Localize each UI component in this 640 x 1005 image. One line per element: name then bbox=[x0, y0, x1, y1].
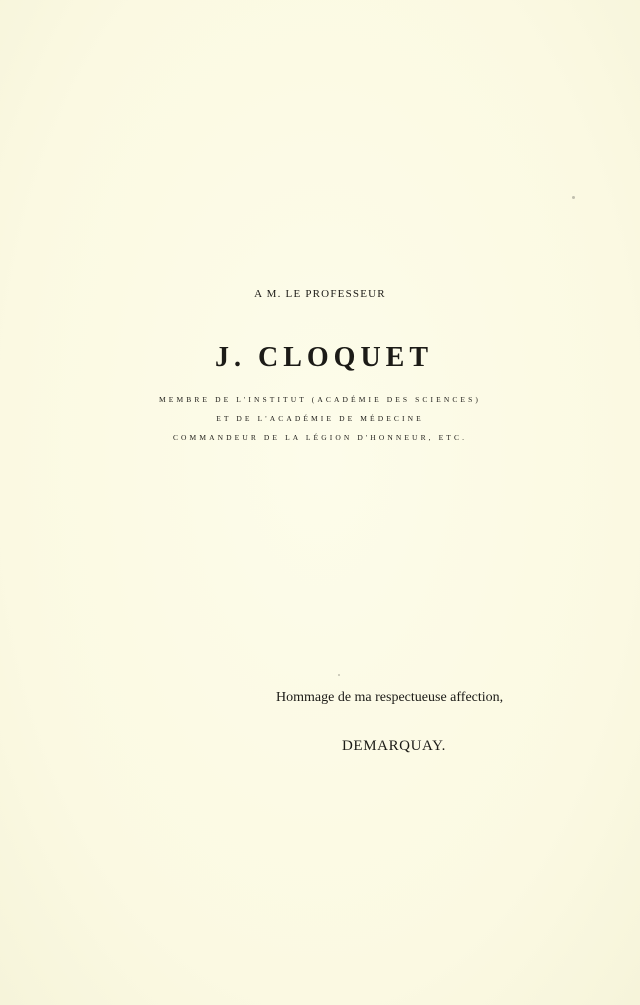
paper-speck bbox=[338, 674, 340, 676]
dedicatee-title-2: ET DE L'ACADÉMIE DE MÉDECINE bbox=[216, 414, 424, 423]
dedicatee-name: J. CLOQUET bbox=[214, 342, 434, 373]
homage-line: Hommage de ma respectueuse affection, bbox=[276, 690, 504, 705]
dedicatee-title-1: MEMBRE DE L'INSTITUT (ACADÉMIE DES SCIENCES) bbox=[159, 395, 481, 404]
author-signature: DEMARQUAY. bbox=[342, 738, 446, 754]
dedicatee-title-3: COMMANDEUR DE LA LÉGION D'HONNEUR, ETC. bbox=[172, 433, 468, 442]
paper-speck bbox=[572, 196, 575, 199]
dedication-line: A M. LE PROFESSEUR bbox=[254, 288, 386, 300]
